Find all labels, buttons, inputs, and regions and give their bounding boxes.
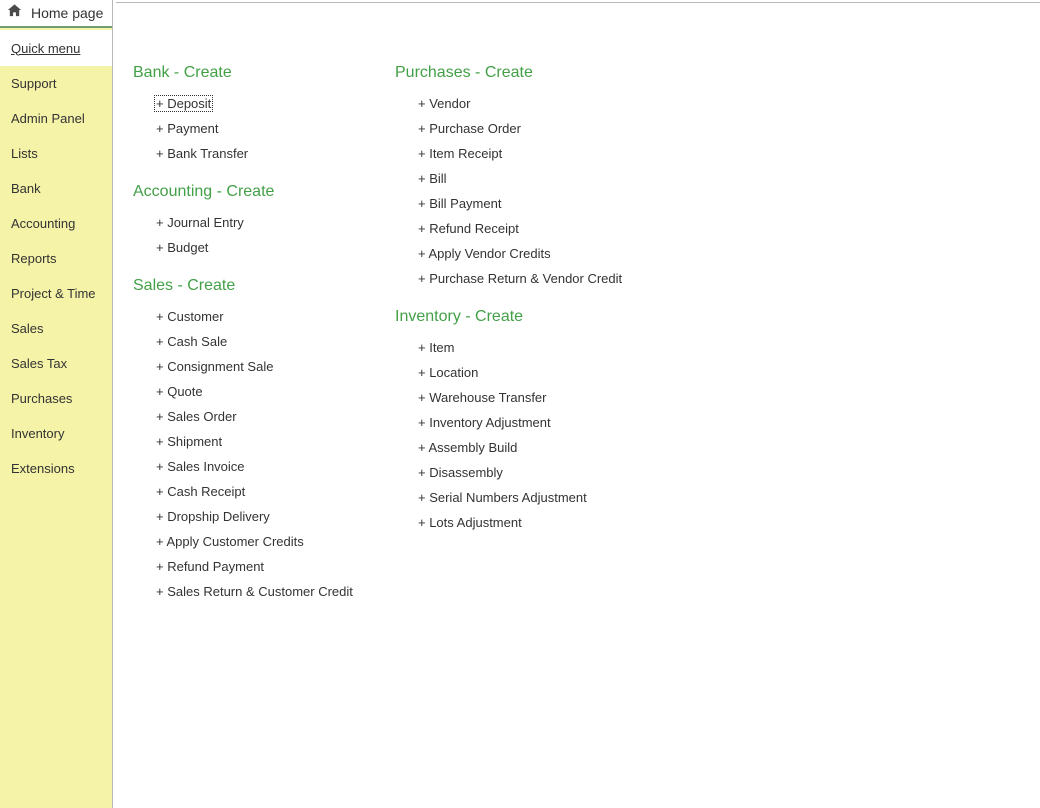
sidebar-item-bank[interactable]: Bank xyxy=(11,181,41,196)
create-link-item[interactable] xyxy=(395,335,622,360)
create-link-inventory-adjustment[interactable] xyxy=(395,410,622,435)
create-link-budget[interactable] xyxy=(133,235,353,260)
create-link-item-receipt[interactable] xyxy=(395,141,622,166)
section-purchases-create xyxy=(395,60,622,291)
create-link-cash-receipt[interactable] xyxy=(133,479,353,504)
quick-menu-link[interactable]: Quick menu xyxy=(11,40,81,56)
create-link-sales-invoice[interactable] xyxy=(133,454,353,479)
create-link-cash-sale[interactable] xyxy=(133,329,353,354)
create-link-label: + Refund Payment xyxy=(156,559,265,574)
section-title: Purchases - Create xyxy=(395,64,533,81)
section-bank-create xyxy=(133,60,353,166)
create-link-label: + Deposit xyxy=(156,96,212,111)
home-tab-label: Home page xyxy=(31,5,104,21)
section-sales-create xyxy=(133,273,353,604)
create-link-bill[interactable] xyxy=(395,166,622,191)
sidebar-item-sales-tax[interactable]: Sales Tax xyxy=(11,356,68,371)
create-link-label: + Sales Invoice xyxy=(156,459,245,474)
section-accounting-create xyxy=(133,179,353,260)
create-link-assembly-build[interactable] xyxy=(395,435,622,460)
top-divider xyxy=(116,2,1040,3)
create-link-label: + Purchase Order xyxy=(418,121,521,136)
create-link-label: + Sales Order xyxy=(156,409,237,424)
create-link-bill-payment[interactable] xyxy=(395,191,622,216)
create-link-journal-entry[interactable] xyxy=(133,210,353,235)
create-link-lots-adjustment[interactable] xyxy=(395,510,622,535)
home-icon xyxy=(7,3,31,23)
sidebar xyxy=(0,0,113,808)
sidebar-nav xyxy=(0,66,112,486)
create-link-label: + Budget xyxy=(156,240,209,255)
create-link-label: + Payment xyxy=(156,121,219,136)
sidebar-item-accounting[interactable]: Accounting xyxy=(11,216,76,231)
create-link-label: + Refund Receipt xyxy=(418,221,519,236)
create-link-label: + Cash Sale xyxy=(156,334,228,349)
create-link-customer[interactable] xyxy=(133,304,353,329)
create-link-disassembly[interactable] xyxy=(395,460,622,485)
sidebar-item-lists[interactable]: Lists xyxy=(11,146,38,161)
section-inventory-create xyxy=(395,304,622,535)
create-link-label: + Customer xyxy=(156,309,224,324)
create-link-label: + Purchase Return & Vendor Credit xyxy=(418,271,623,286)
create-link-purchase-order[interactable] xyxy=(395,116,622,141)
sidebar-item-reports[interactable]: Reports xyxy=(11,251,57,266)
create-link-label: + Consignment Sale xyxy=(156,359,274,374)
create-link-label: + Lots Adjustment xyxy=(418,515,522,530)
create-link-label: + Apply Vendor Credits xyxy=(418,246,551,261)
create-link-refund-payment[interactable] xyxy=(133,554,353,579)
create-link-label: + Bill Payment xyxy=(418,196,502,211)
sidebar-item-purchases[interactable]: Purchases xyxy=(11,391,73,406)
sidebar-item-extensions[interactable]: Extensions xyxy=(11,461,75,476)
sidebar-item-sales[interactable]: Sales xyxy=(11,321,44,336)
create-link-label: + Assembly Build xyxy=(418,440,518,455)
create-link-label: + Cash Receipt xyxy=(156,484,246,499)
create-link-serial-numbers-adjustment[interactable] xyxy=(395,485,622,510)
create-link-label: + Journal Entry xyxy=(156,215,244,230)
create-link-warehouse-transfer[interactable] xyxy=(395,385,622,410)
create-link-bank-transfer[interactable] xyxy=(133,141,353,166)
column-right xyxy=(395,60,622,548)
create-link-apply-vendor-credits[interactable] xyxy=(395,241,622,266)
sidebar-item-admin-panel[interactable]: Admin Panel xyxy=(11,111,85,126)
create-link-label: + Location xyxy=(418,365,479,380)
create-link-label: + Sales Return & Customer Credit xyxy=(156,584,353,599)
sidebar-item-project-and-time[interactable]: Project & Time xyxy=(11,286,96,301)
create-link-sales-return-and-customer-credit[interactable] xyxy=(133,579,353,604)
create-link-label: + Shipment xyxy=(156,434,223,449)
home-tab[interactable] xyxy=(0,0,112,28)
create-link-label: + Warehouse Transfer xyxy=(418,390,547,405)
create-link-label: + Serial Numbers Adjustment xyxy=(418,490,587,505)
sidebar-item-inventory[interactable]: Inventory xyxy=(11,426,65,441)
create-link-label: + Apply Customer Credits xyxy=(156,534,304,549)
create-link-dropship-delivery[interactable] xyxy=(133,504,353,529)
column-left xyxy=(133,60,353,617)
section-title: Accounting - Create xyxy=(133,183,275,200)
create-link-label: + Dropship Delivery xyxy=(156,509,270,524)
create-link-label: + Disassembly xyxy=(418,465,503,480)
create-link-location[interactable] xyxy=(395,360,622,385)
create-link-consignment-sale[interactable] xyxy=(133,354,353,379)
create-link-label: + Bank Transfer xyxy=(156,146,249,161)
create-link-quote[interactable] xyxy=(133,379,353,404)
create-link-label: + Quote xyxy=(156,384,203,399)
quick-menu xyxy=(0,30,112,66)
create-link-shipment[interactable] xyxy=(133,429,353,454)
create-link-label: + Vendor xyxy=(418,96,471,111)
section-title: Sales - Create xyxy=(133,277,236,294)
create-link-label: + Inventory Adjustment xyxy=(418,415,551,430)
create-link-refund-receipt[interactable] xyxy=(395,216,622,241)
create-link-label: + Bill xyxy=(418,171,447,186)
create-link-sales-order[interactable] xyxy=(133,404,353,429)
section-title: Bank - Create xyxy=(133,64,232,81)
create-link-label: + Item Receipt xyxy=(418,146,503,161)
create-link-purchase-return-and-vendor-credit[interactable] xyxy=(395,266,622,291)
section-title: Inventory - Create xyxy=(395,308,524,325)
sidebar-item-support[interactable]: Support xyxy=(11,76,57,91)
create-link-apply-customer-credits[interactable] xyxy=(133,529,353,554)
create-link-vendor[interactable] xyxy=(395,91,622,116)
create-link-label: + Item xyxy=(418,340,455,355)
create-link-deposit[interactable] xyxy=(133,91,353,116)
create-link-payment[interactable] xyxy=(133,116,353,141)
